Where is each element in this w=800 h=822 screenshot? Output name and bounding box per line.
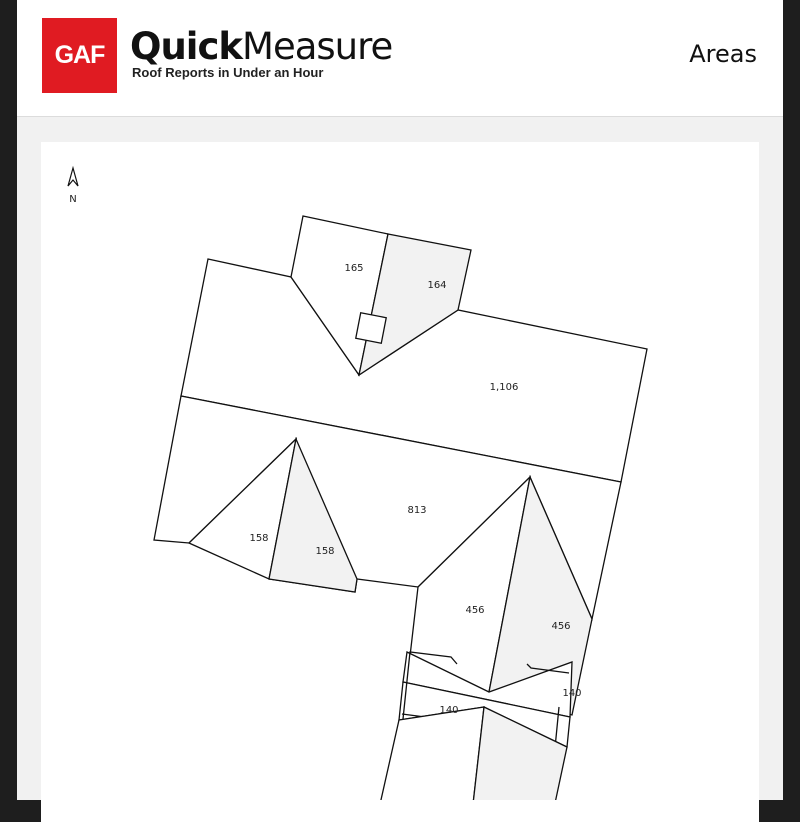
north-arrow-icon [68,168,78,186]
area-label-164: 164 [427,280,447,291]
area-label-456-right: 456 [551,621,571,632]
north-label: N [69,194,77,205]
area-label-140-right: 140 [562,688,582,699]
area-label-1106: 1,106 [489,382,519,393]
area-label-456-left: 456 [465,605,485,616]
page-title: Areas [689,40,757,68]
gaf-logo [42,18,117,93]
brand-name-light: Measure [242,25,393,68]
area-label-158-left: 158 [249,533,269,544]
roof-facet-lower-left [376,707,484,800]
chimney [356,313,386,343]
area-label-165: 165 [344,263,364,274]
area-label-140-left: 140 [439,705,459,716]
report-page [17,0,783,800]
area-label-813: 813 [407,505,427,516]
area-label-158-right: 158 [315,546,335,557]
roof-diagram [41,142,759,800]
roof-diagram-card [41,142,759,822]
brand-name [130,25,393,68]
brand-name-bold: Quick [130,25,243,68]
brand-tagline: Roof Reports in Under an Hour [132,65,324,80]
report-header [17,0,783,117]
gaf-logo-text: GAF [54,41,105,69]
brand-block [130,25,393,80]
